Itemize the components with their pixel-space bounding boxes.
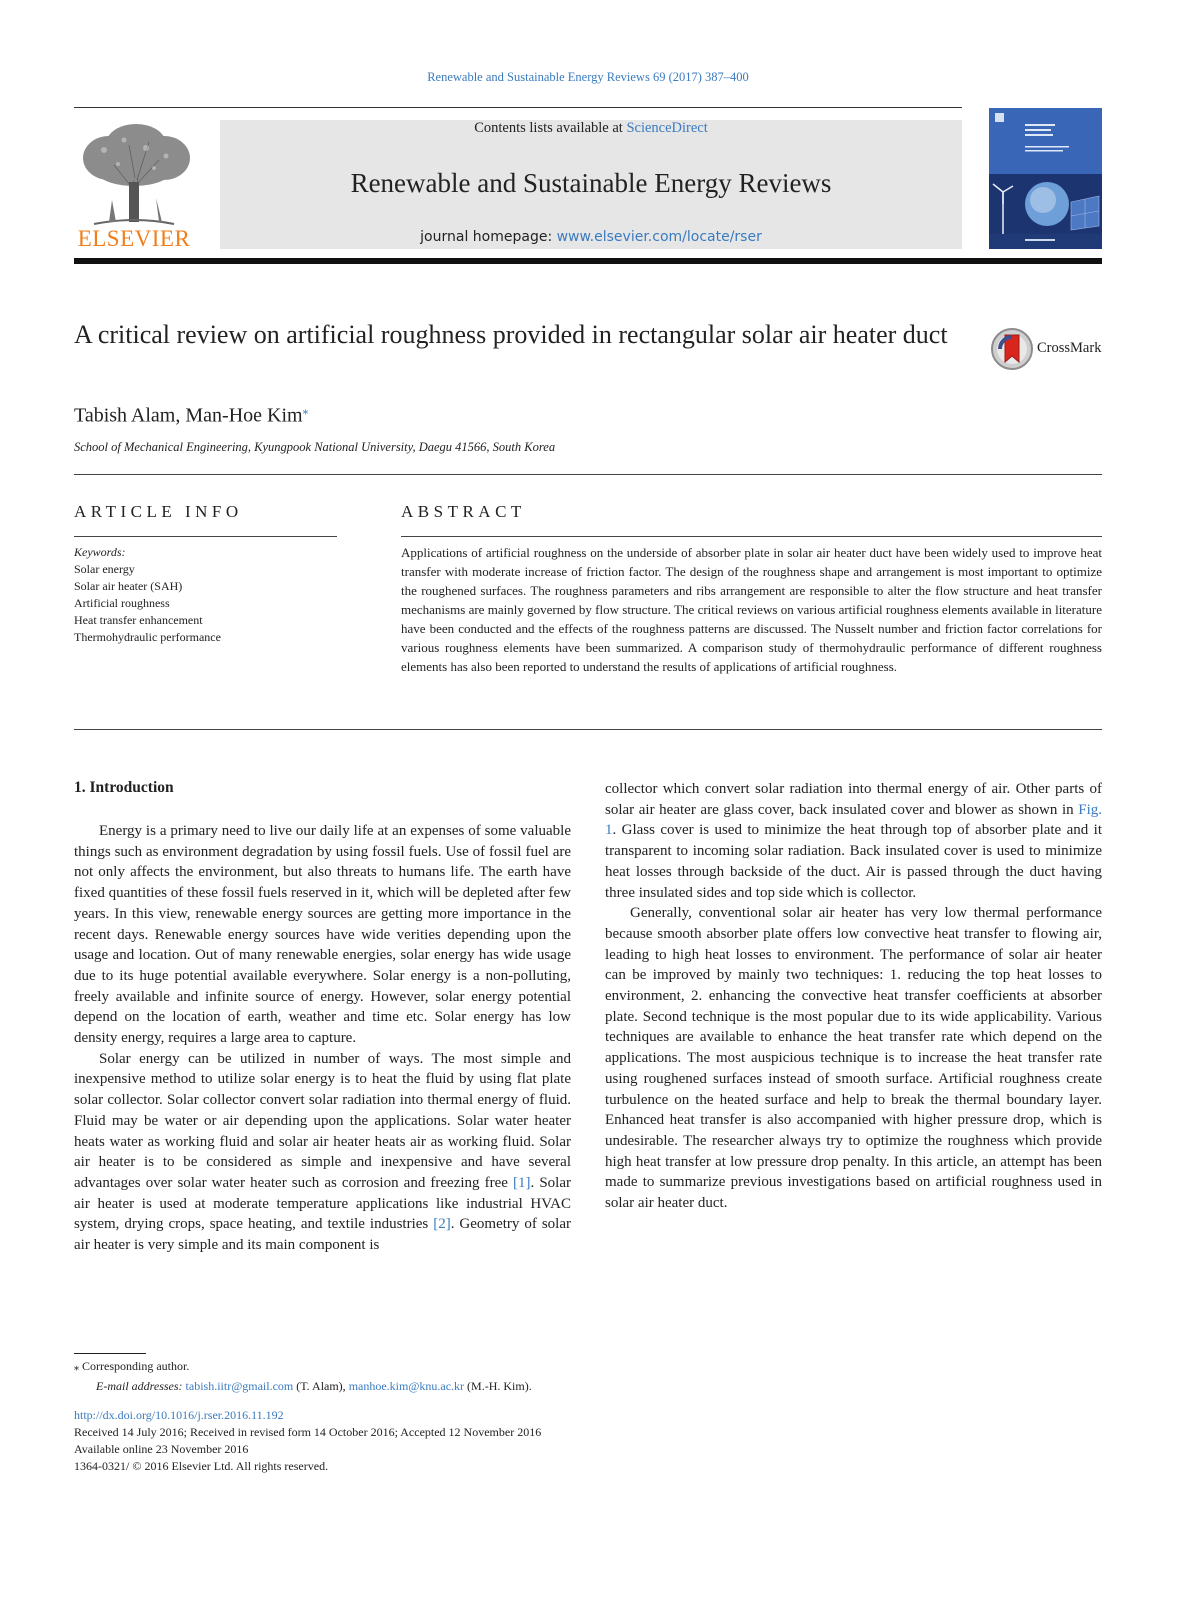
abstract-heading: ABSTRACT (401, 502, 526, 521)
keyword-item: Heat transfer enhancement (74, 613, 203, 627)
paragraph-text: . Geometry of solar air heater is very simple and its main component is (74, 1216, 571, 1254)
email-line (74, 1377, 532, 1395)
homepage-line (220, 229, 962, 245)
footnote-mark: ⁎ (74, 1362, 79, 1373)
paragraph-text: . Glass cover is used to minimize the heat through top of absorber plate and it transparent to incoming solar radiation. Back insulated cover is used to minimize heat losses through backside of the duct. Air is passed through the duct having three insulated sides and top side which is collector. (605, 822, 1102, 901)
contents-prefix: Contents lists available at (474, 120, 627, 136)
keyword-item: Solar air heater (SAH) (74, 579, 183, 593)
paragraph-text: collector which convert solar radiation into thermal energy of air. Other parts of solar air heater are glass cover, back insulated cover and blower as shown in (605, 781, 1102, 818)
section-heading-introduction: 1. Introduction (74, 779, 174, 796)
footnote-rule (74, 1353, 146, 1354)
body-column-left (74, 821, 571, 1256)
paragraph (605, 779, 1102, 903)
abstract-text: Applications of artificial roughness on the underside of absorber plate in solar air heater duct have been widely used to improve heat transfer with moderate increase of friction factor. The design of the roughness shape and arrangement is most important to optimize the roughened surfaces. The roughness parameters and ribs arrangement are responsible to alter the flow structure and heat transfer mechanisms are mainly governed by flow structure. The critical reviews on various artificial roughness elements available in literature have been conducted and the effects of the roughness patterns are discussed. The Nusselt number and friction factor correlations for various roughness elements have been summarized. A comparison study of thermohydraulic performance of different roughness elements has also been reported to understand the results of applications of artificial roughness. (401, 545, 1102, 674)
crossmark-label[interactable]: CrossMark (1037, 340, 1102, 356)
journal-cover-image (989, 108, 1102, 249)
email-owner-1: (T. Alam), (296, 1379, 346, 1393)
abstract-rule (401, 536, 1102, 537)
cover-artwork (989, 108, 1102, 249)
article-info-rule (74, 536, 337, 537)
top-rule (74, 107, 962, 108)
email-label: E-mail addresses: (96, 1379, 183, 1393)
email-link-1[interactable]: tabish.iitr@gmail.com (185, 1379, 294, 1393)
homepage-link[interactable]: www.elsevier.com/locate/rser (556, 229, 762, 245)
publication-info (74, 1407, 541, 1475)
email-link-2[interactable]: manhoe.kim@knu.ac.kr (348, 1379, 465, 1393)
paragraph-text: Solar energy can be utilized in number of ways. The most simple and inexpensive method to utilize solar energy is to heat the fluid by using flat plate solar collector. Solar collector convert solar radiation into thermal energy of fluid. Fluid may be water or air depending upon the applications. Solar water heater heats water as working fluid and solar air heater heats air as working fluid. Solar air heater is to be considered as simple and inexpensive and have several advantages over solar water heater such as corrosion and freezing free (74, 1050, 571, 1191)
keywords-label: Keywords: (74, 545, 126, 559)
figure-link-1[interactable]: Fig. 1 (605, 801, 1102, 839)
reference-link-1[interactable]: [1] (513, 1174, 531, 1191)
keyword-item: Thermohydraulic performance (74, 630, 221, 644)
author-list (74, 404, 308, 428)
corresponding-author-note (74, 1357, 532, 1377)
affiliation: School of Mechanical Engineering, Kyungpook National University, Daegu 41566, South Korea (74, 440, 556, 454)
paragraph-text: . Solar air heater is used at moderate temperature applications like industrial HVAC system, drying crops, space heating, and textile industries (74, 1174, 571, 1233)
body-column-right (605, 779, 1102, 1214)
paragraph (74, 1049, 571, 1256)
email-owner-2: (M.-H. Kim). (467, 1379, 532, 1393)
paragraph: Energy is a primary need to live our daily life at an expenses of some valuable things such as environment degradation by using fossil fuels. Use of fossil fuel are not only affects the environment, but also threats to humans life. The earth have fixed quantities of these fossil fuels reserved in it, which will be depleted after few years. In this view, renewable energy sources are getting more importance in the recent days. Renewable energy sources have wide verities depending upon the usage and location. Out of many renewable energies, solar energy has wide usage due to its huge potential available everywhere. Solar energy is a non-polluting, freely available and infinite source of energy. However, solar energy potential depend on the location of earth, weather and time etc. Solar energy has low density energy, requires a large area to capture. (74, 823, 571, 1047)
sciencedirect-link[interactable]: ScienceDirect (626, 120, 708, 136)
affiliation-rule (74, 474, 1102, 475)
article-info-heading: ARTICLE INFO (74, 502, 243, 521)
received-dates: Received 14 July 2016; Received in revised form 14 October 2016; Accepted 12 November 2016 (74, 1425, 542, 1439)
corresponding-text: Corresponding author. (82, 1359, 190, 1373)
contents-line (220, 120, 962, 137)
copyright-line: 1364-0321/ © 2016 Elsevier Ltd. All rights reserved. (74, 1459, 329, 1473)
corresponding-author-mark[interactable]: ⁎ (302, 405, 309, 417)
article-title: A critical review on artificial roughness provided in rectangular solar air heater duct (74, 320, 948, 349)
keyword-item: Artificial roughness (74, 596, 170, 610)
homepage-prefix: journal homepage: (420, 229, 557, 245)
abstract-end-rule (74, 729, 1102, 730)
journal-citation[interactable]: Renewable and Sustainable Energy Reviews 69 (2017) 387–400 (427, 70, 749, 84)
reference-link-2[interactable]: [2] (433, 1216, 451, 1233)
paragraph: Generally, conventional solar air heater has very low thermal performance because smooth absorber plate offers low convective heat transfer to flowing air, leading to high heat losses to environment. The performance of solar air heater can be improved by mainly two techniques: 1. reducing the top heat losses to environment, 2. enhancing the convective heat transfer coefficients at absorber plate. Second technique is the most popular due to its wide applicability. Various techniques are available to enhance the heat transfer rate which depend on the applications. The most auspicious technique is to increase the heat transfer rate using roughened surfaces instead of smooth surface. Artificial roughness create turbulence on the heated surface and help to break the thermal boundary layer. Enhanced heat transfer is also accompanied with higher pressure drop, which is undesirable. The researcher always try to optimize the roughness which provide high heat transfer at low pressure drop penalty. In this article, an attempt has been made to summarize previous investigations based on artificial roughness used in solar air heater duct. (605, 905, 1102, 1212)
keyword-item: Solar energy (74, 562, 135, 576)
authors-text: Tabish Alam, Man-Hoe Kim (74, 404, 303, 427)
doi-link[interactable]: http://dx.doi.org/10.1016/j.rser.2016.11.192 (74, 1408, 284, 1422)
elsevier-wordmark: ELSEVIER (77, 226, 191, 251)
journal-name: Renewable and Sustainable Energy Reviews (350, 168, 832, 198)
footnote (74, 1357, 532, 1395)
keywords-list (74, 544, 337, 646)
available-online: Available online 23 November 2016 (74, 1442, 249, 1456)
header-thick-rule (74, 258, 1102, 264)
